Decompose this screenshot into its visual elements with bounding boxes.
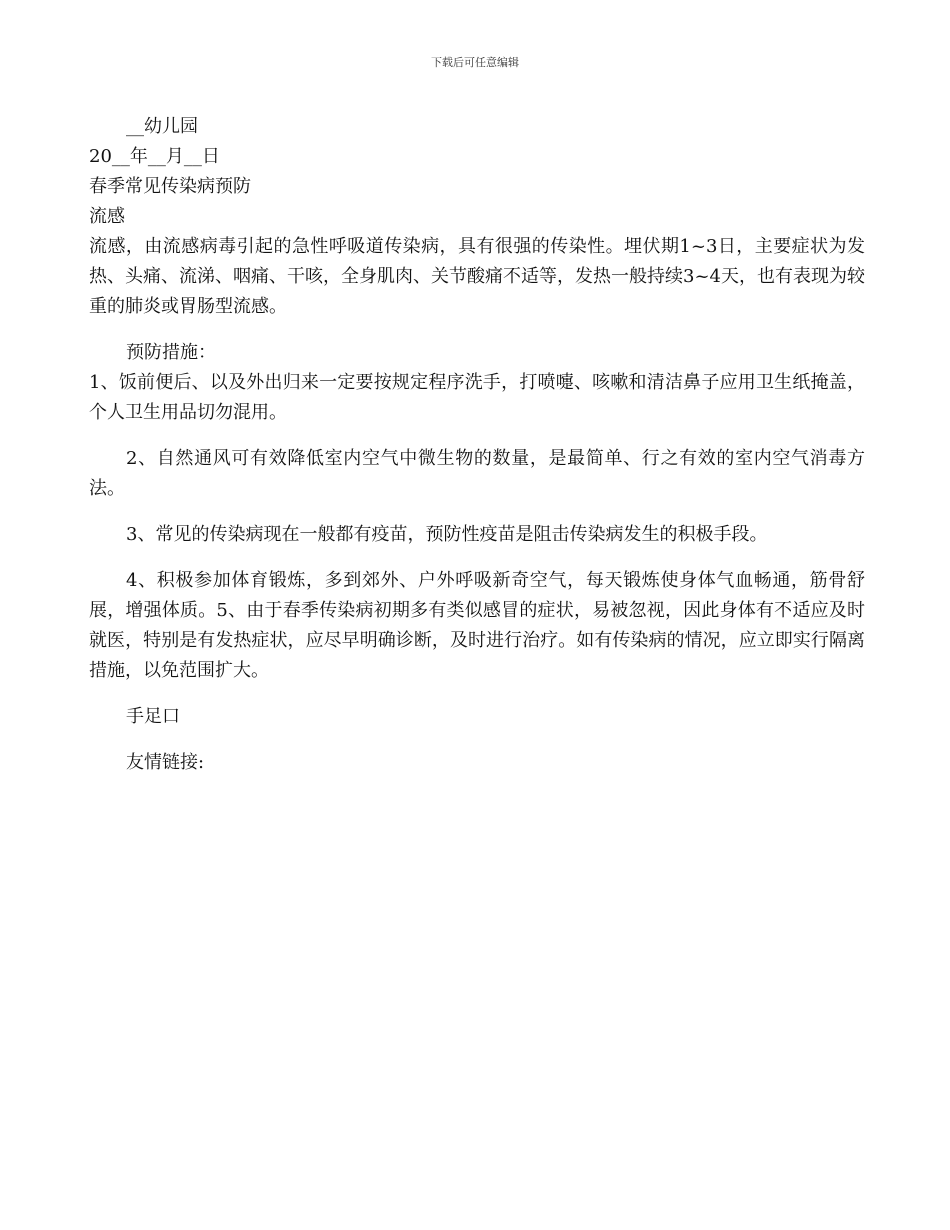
document-body [89,112,865,778]
friendly-links-label: 友情链接: [126,752,205,773]
measures-heading: 预防措施： [126,342,216,363]
document-title: 春季常见传染病预防 [89,176,251,197]
measure-item-2: 2、自然通风可有效降低室内空气中微生物的数量，是最简单、行之有效的室内空气消毒方法。 [89,448,865,499]
section-heading-flu: 流感 [89,206,125,227]
flu-paragraph: 流感，由流感病毒引起的急性呼吸道传染病，具有很强的传染性。埋伏期1~3日，主要症状为发热、头痛、流涕、咽痛、干咳，全身肌肉、关节酸痛不适等，发热一般持续3~4天，也有表现为较重的肺炎或胃肠型流感。 [89,236,865,317]
kindergarten-line: __幼儿园 [126,116,198,137]
date-line: 20__年__月__日 [89,146,220,167]
measure-item-1: 1、饭前便后、以及外出归来一定要按规定程序洗手，打喷嚏、咳嗽和清洁鼻子应用卫生纸掩盖，个人卫生用品切勿混用。 [89,372,865,423]
page-header-note: 下载后可任意编辑 [431,56,519,69]
measure-item-3: 3、常见的传染病现在一般都有疫苗，预防性疫苗是阻击传染病发生的积极手段。 [126,524,768,545]
measure-item-4-5: 4、积极参加体育锻炼，多到郊外、户外呼吸新奇空气，每天锻炼使身体气血畅通，筋骨舒展，增强体质。5、由于春季传染病初期多有类似感冒的症状，易被忽视，因此身体有不适应及时就医，特别是有发热症状，应尽早明确诊断，及时进行治疗。如有传染病的情况，应立即实行隔离措施，以免范围扩大。 [89,570,865,681]
section-heading-hfmd: 手足口 [126,706,180,727]
